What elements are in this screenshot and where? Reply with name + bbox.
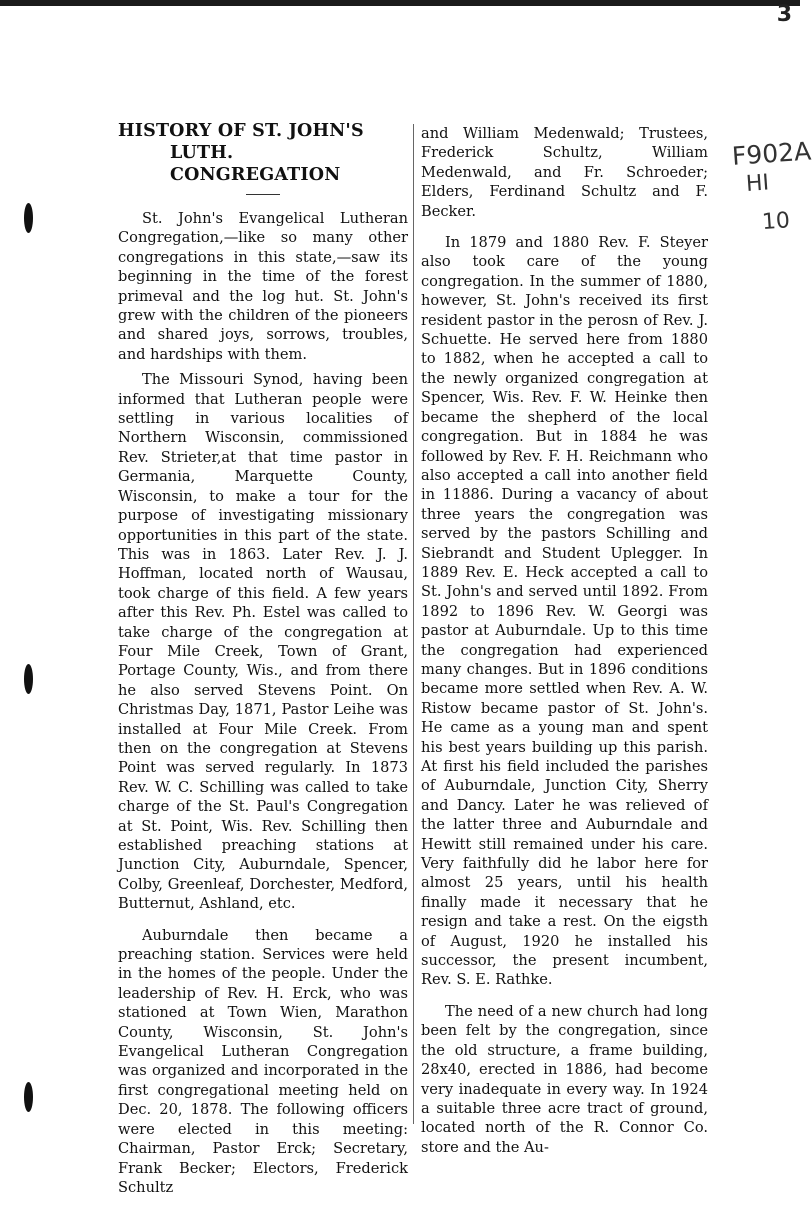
page-number: 3 bbox=[776, 2, 792, 27]
column-divider bbox=[413, 124, 414, 1124]
handwritten-annotation-hi: HI bbox=[745, 170, 770, 197]
punch-hole-bottom bbox=[24, 1082, 33, 1112]
title-line-1: HISTORY OF ST. JOHN'S bbox=[118, 121, 364, 141]
right-paragraph-2: In 1879 and 1880 Rev. F. Steyer also took care of the young congregation. In the summer of 1880, however, St. John's received its first resident pastor in the perosn of Rev. J. Schuette. He served here from 1880 to 1882, when he accepted a call to the newly organized congregation at Spencer, Wis. Rev. F. W. Heinke then became the shepherd of the local congregation. But in 1884 he was followed by Rev. F. H. Reichmann who also accepted a call into another field in 11886. During a vacancy of about three years the congregation was served by the pastors Schilling and Siebrandt and Student Uplegger. In 1889 Rev. E. Heck accepted a call to St. John's and served until 1892. From 1892 to 1896 Rev. W. Georgi was pastor at Auburndale. Up to this time the congregation had experienced many changes. But in 1896 conditions became more settled when Rev. A. W. Ristow became pastor of St. John's. He came as a young man and spent his best years building up this parish. At first his field included the parishes of Auburndale, Junction City, Sherry and Dancy. Later he was relieved of the latter three and Auburndale and Hewitt still remained under his care. Very faithfully did he labor here for almost 25 years, until his health finally made it necessary that he resign and take a rest. On the eigsth of August, 1920 he installed his successor, the present incumbent, Rev. S. E. Rathke. bbox=[421, 234, 708, 989]
right-column bbox=[421, 124, 708, 1163]
article-title bbox=[118, 120, 408, 186]
right-paragraph-3: The need of a new church had long been felt by the congregation, since the old structure, a frame building, 28x40, erected in 1886, had become very inadequate in every way. In 1924 a suitable three acre tract of ground, located north of the R. Connor Co. store and the Au- bbox=[421, 1002, 708, 1156]
title-line-2: LUTH. CONGREGATION bbox=[170, 143, 341, 185]
punch-hole-top bbox=[24, 203, 33, 233]
left-paragraph-1: St. John's Evangelical Lutheran Congregation,—like so many other congregations in this state,—saw its beginning in the time of the forest primeval and the log hut. St. John's grew with the children of the pioneers and shared joys, sorrows, troubles, and hardships with them. bbox=[118, 210, 408, 363]
punch-hole-middle bbox=[24, 664, 33, 694]
left-paragraph-3: Auburndale then became a preaching station. Services were held in the homes of the people. Under the leadership of Rev. H. Erck, who was stationed at Town Wien, Marathon County, Wisconsin, St. John's Evangelical Lutheran Congregation was organized and incorporated in the first congregational meeting held on Dec. 20, 1878. The following officers were elected in this meeting: Chairman, Pastor Erck; Secretary, Frank Becker; Electors, Frederick Schultz bbox=[118, 926, 408, 1196]
left-paragraph-2: The Missouri Synod, having been informed that Lutheran people were settling in various localities of Northern Wisconsin, commissioned Rev. Strieter,at that time pastor in Germania, Marquette County, Wisconsin, to make a tour for the purpose of investigating missionary opportunities in this part of the state. This was in 1863. Later Rev. J. J. Hoffman, located north of Wausau, took charge of this field. A few years after this Rev. Ph. Estel was called to take charge of the congregation at Four Mile Creek, Town of Grant, Portage County, Wis., and from there he also served Stevens Point. On Christmas Day, 1871, Pastor Leihe was installed at Four Mile Creek. From then on the congregation at Stevens Point was served regularly. In 1873 Rev. W. C. Schilling was called to take charge of the St. Paul's Congregation at St. Point, Wis. Rev. Schilling then established preaching stations at Junction City, Auburndale, Spencer, Colby, Greenleaf, Dorchester, Medford, Butternut, Ashland, etc. bbox=[118, 371, 408, 913]
title-rule bbox=[246, 194, 280, 195]
right-paragraph-1: and William Medenwald; Trustees, Frederick Schultz, William Medenwald, and Fr. Schroeder; Elders, Ferdinand Schultz and F. Becker. bbox=[421, 125, 708, 220]
handwritten-annotation-catalog: F902A bbox=[731, 136, 812, 171]
handwritten-annotation-number: 10 bbox=[761, 208, 791, 236]
left-column bbox=[118, 120, 408, 1203]
